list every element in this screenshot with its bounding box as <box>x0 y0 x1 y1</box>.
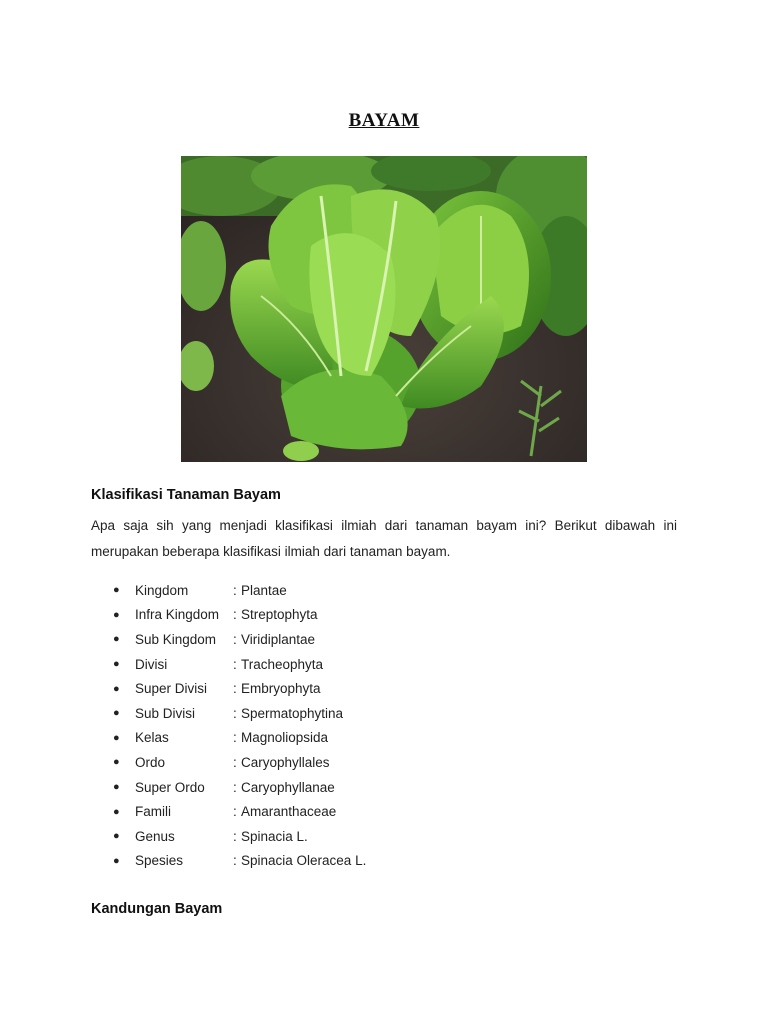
classification-value: Caryophyllanae <box>241 779 335 795</box>
section-heading-klasifikasi: Klasifikasi Tanaman Bayam <box>91 487 281 503</box>
classification-separator: : <box>233 607 237 623</box>
classification-item <box>91 750 366 775</box>
classification-separator: : <box>233 730 237 746</box>
classification-item <box>91 799 366 824</box>
classification-item <box>91 676 366 701</box>
bullet-icon: ● <box>113 830 120 843</box>
classification-value: Amaranthaceae <box>241 804 337 820</box>
classification-item <box>91 578 366 603</box>
classification-value: Caryophyllales <box>241 754 330 770</box>
classification-term: Infra Kingdom <box>135 607 220 623</box>
classification-value: Spermatophytina <box>241 705 344 721</box>
classification-separator: : <box>233 582 237 598</box>
classification-item <box>91 652 366 677</box>
classification-term: Kingdom <box>135 582 189 598</box>
classification-value: Tracheophyta <box>241 656 324 672</box>
classification-separator: : <box>233 828 237 844</box>
classification-term: Spesies <box>135 853 184 869</box>
classification-value: Spinacia L. <box>241 828 308 844</box>
classification-item <box>91 726 366 751</box>
classification-separator: : <box>233 631 237 647</box>
page-title: BAYAM <box>348 110 420 131</box>
classification-list <box>91 578 366 873</box>
bullet-icon: ● <box>113 584 120 597</box>
classification-term: Sub Divisi <box>135 705 196 721</box>
bullet-icon: ● <box>113 805 120 818</box>
classification-separator: : <box>233 779 237 795</box>
bullet-icon: ● <box>113 658 120 671</box>
bullet-icon: ● <box>113 854 120 867</box>
classification-value: Spinacia Oleracea L. <box>241 853 367 869</box>
bullet-icon: ● <box>113 633 120 646</box>
classification-term: Kelas <box>135 730 169 746</box>
classification-separator: : <box>233 853 237 869</box>
classification-separator: : <box>233 705 237 721</box>
classification-term: Famili <box>135 804 171 820</box>
classification-value: Embryophyta <box>241 681 321 697</box>
bullet-icon: ● <box>113 731 120 744</box>
classification-item <box>91 775 366 800</box>
classification-value: Streptophyta <box>241 607 318 623</box>
classification-term: Ordo <box>135 754 166 770</box>
classification-item <box>91 824 366 849</box>
classification-separator: : <box>233 804 237 820</box>
bullet-icon: ● <box>113 781 120 794</box>
bullet-icon: ● <box>113 682 120 695</box>
classification-term: Super Divisi <box>135 681 208 697</box>
classification-value: Magnoliopsida <box>241 730 329 746</box>
bullet-icon: ● <box>113 756 120 769</box>
lettuce-plant-photo <box>181 156 587 462</box>
classification-term: Genus <box>135 828 175 844</box>
classification-item <box>91 603 366 628</box>
classification-separator: : <box>233 754 237 770</box>
classification-separator: : <box>233 656 237 672</box>
section-heading-kandungan: Kandungan Bayam <box>91 901 223 917</box>
classification-item <box>91 701 366 726</box>
classification-value: Plantae <box>241 582 287 598</box>
bullet-icon: ● <box>113 707 120 720</box>
classification-term: Super Ordo <box>135 779 205 795</box>
classification-separator: : <box>233 681 237 697</box>
classification-item <box>91 627 366 652</box>
classification-item <box>91 849 366 874</box>
classification-value: Viridiplantae <box>241 631 316 647</box>
classification-term: Sub Kingdom <box>135 631 217 647</box>
intro-paragraph: Apa saja sih yang menjadi klasifikasi ilmiah dari tanaman bayam ini? Berikut dibawah ini merupakan beberapa klasifikasi ilmiah dari tanaman bayam. <box>91 518 677 559</box>
classification-term: Divisi <box>135 656 168 672</box>
bullet-icon: ● <box>113 608 120 621</box>
